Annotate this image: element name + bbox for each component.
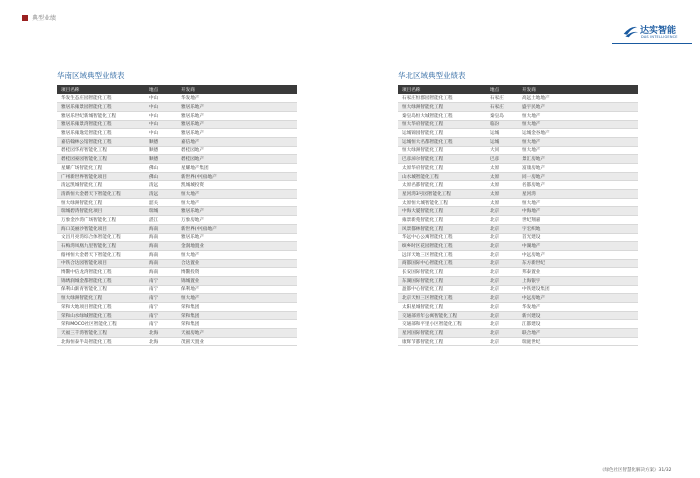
table-row bbox=[57, 337, 297, 346]
table-row bbox=[398, 181, 638, 190]
table-header-row bbox=[57, 85, 297, 94]
column-header-location: 地点 bbox=[145, 85, 177, 94]
location-cell: 太原 bbox=[486, 164, 518, 173]
project-name-cell: 恒大绿洲智能化工程 bbox=[57, 294, 145, 303]
location-cell: 中山 bbox=[145, 94, 177, 103]
column-header-project: 项目名称 bbox=[398, 85, 486, 94]
project-name-cell: 万象金沙湾广场智能化工程 bbox=[57, 216, 145, 225]
north-performance-table bbox=[398, 85, 638, 346]
project-name-cell: 秦皇岛恒大城智能化工程 bbox=[398, 111, 486, 120]
developer-cell: 凯城城投资 bbox=[177, 181, 297, 190]
developer-cell: 恒大地产 bbox=[177, 294, 297, 303]
project-name-cell: 太阳星城智能化工程 bbox=[398, 303, 486, 312]
project-name-cell: 北京天恒三区智能化工程 bbox=[398, 294, 486, 303]
project-name-cell: 雅居乐雍景湾智能化工程 bbox=[57, 120, 145, 129]
developer-cell: 恒大地产 bbox=[518, 198, 638, 207]
logo-swirl-icon bbox=[622, 22, 639, 39]
south-performance-table bbox=[57, 85, 297, 346]
table-row bbox=[57, 181, 297, 190]
location-cell: 海南 bbox=[145, 268, 177, 277]
location-cell: 北京 bbox=[486, 233, 518, 242]
developer-cell: 华发地产 bbox=[518, 303, 638, 312]
developer-cell: 恒大地产 bbox=[518, 120, 638, 129]
project-name-cell: 嘉信翰林公馆智能化工程 bbox=[57, 137, 145, 146]
table-row bbox=[398, 164, 638, 173]
location-cell: 北京 bbox=[486, 216, 518, 225]
location-cell: 北京 bbox=[486, 242, 518, 251]
location-cell: 北海 bbox=[145, 337, 177, 346]
project-name-cell: 锦绣润城金都智能化工程 bbox=[57, 276, 145, 285]
location-cell: 北京 bbox=[486, 268, 518, 277]
developer-cell: 保利地产 bbox=[177, 285, 297, 294]
logo-name-cn: 达实智能 bbox=[640, 26, 677, 36]
location-cell: 中山 bbox=[145, 120, 177, 129]
table-row bbox=[57, 207, 297, 216]
project-name-cell: 康辉节都智能化工程 bbox=[398, 337, 486, 346]
table-row bbox=[57, 268, 297, 277]
developer-cell: 宇宏织地 bbox=[518, 224, 638, 233]
developer-cell: 雅居乐地产 bbox=[177, 129, 297, 138]
developer-cell: 东方新世纪 bbox=[518, 259, 638, 268]
table-row bbox=[57, 259, 297, 268]
project-name-cell: 交通部和平里小区智能化工程 bbox=[398, 320, 486, 329]
table-row bbox=[398, 190, 638, 199]
project-name-cell: 盈都中心智能化工程 bbox=[398, 285, 486, 294]
header-rule bbox=[612, 43, 692, 44]
location-cell: 北海 bbox=[145, 329, 177, 338]
project-name-cell: 中海大厦智能化工程 bbox=[398, 207, 486, 216]
location-cell: 海南 bbox=[145, 250, 177, 259]
location-cell: 海南 bbox=[145, 224, 177, 233]
project-name-cell: 文昌月亮湾综合体智能化工程 bbox=[57, 233, 145, 242]
developer-cell: 合达置业 bbox=[177, 259, 297, 268]
project-name-cell: 山水城智能化工程 bbox=[398, 172, 486, 181]
location-cell: 佛山 bbox=[145, 172, 177, 181]
location-cell: 太原 bbox=[486, 190, 518, 199]
developer-cell: 中远房地产 bbox=[518, 250, 638, 259]
location-cell: 北京 bbox=[486, 337, 518, 346]
location-cell: 大同 bbox=[486, 146, 518, 155]
table-row bbox=[398, 120, 638, 129]
table-row bbox=[57, 329, 297, 338]
location-cell: 顺德 bbox=[145, 155, 177, 164]
project-name-cell: 儋州恒大金碧天下智能化工程 bbox=[57, 250, 145, 259]
developer-cell: 盛宇民地产 bbox=[518, 103, 638, 112]
table-row bbox=[398, 303, 638, 312]
table-row bbox=[57, 224, 297, 233]
developer-cell: 新兴建设 bbox=[518, 311, 638, 320]
developer-cell: 中湖地产 bbox=[518, 242, 638, 251]
page-footer: 《绿色社区智慧化解决方案》31/32 bbox=[600, 468, 672, 473]
project-name-cell: 广州新世界智能化项目 bbox=[57, 172, 145, 181]
project-name-cell: 星耀广场智能化工程 bbox=[57, 164, 145, 173]
project-name-cell: 商都国际中心智能化工程 bbox=[398, 259, 486, 268]
developer-cell: 华发地产 bbox=[177, 94, 297, 103]
project-name-cell: 恒大华府智能化工程 bbox=[398, 120, 486, 129]
location-cell: 南宁 bbox=[145, 320, 177, 329]
section-label: 典型业绩 bbox=[32, 15, 57, 22]
location-cell: 北京 bbox=[486, 329, 518, 338]
location-cell: 北京 bbox=[486, 311, 518, 320]
table-row bbox=[57, 172, 297, 181]
developer-cell: 天福房地产 bbox=[177, 329, 297, 338]
developer-cell: 博鳌投资 bbox=[177, 268, 297, 277]
table-row bbox=[398, 224, 638, 233]
column-header-developer: 开发商 bbox=[518, 85, 638, 94]
table-row bbox=[398, 285, 638, 294]
location-cell: 海南 bbox=[145, 242, 177, 251]
developer-cell: 恒大地产 bbox=[518, 137, 638, 146]
project-name-cell: 交通部青年公寓智能化工程 bbox=[398, 311, 486, 320]
location-cell: 北京 bbox=[486, 250, 518, 259]
developer-cell: 新世界(中国)地产 bbox=[177, 224, 297, 233]
south-region-section bbox=[57, 70, 297, 346]
location-cell: 韶关 bbox=[145, 198, 177, 207]
table-row bbox=[398, 329, 638, 338]
developer-cell: 恒大地产 bbox=[177, 190, 297, 199]
location-cell: 石家庄 bbox=[486, 94, 518, 103]
location-cell: 太原 bbox=[486, 181, 518, 190]
developer-cell: 星耀地产集团 bbox=[177, 164, 297, 173]
project-name-cell: 太原华府智能化工程 bbox=[398, 164, 486, 173]
table-row bbox=[57, 233, 297, 242]
project-name-cell: 风景都林智能化工程 bbox=[398, 224, 486, 233]
developer-cell: 金润地置业 bbox=[177, 242, 297, 251]
developer-cell: 名都房地产 bbox=[518, 181, 638, 190]
location-cell: 北京 bbox=[486, 224, 518, 233]
developer-cell: 雅居乐地产 bbox=[177, 111, 297, 120]
project-name-cell: 华发生态庄园智能化工程 bbox=[57, 94, 145, 103]
project-name-cell: 雅居乐雍逸廷智能化工程 bbox=[57, 129, 145, 138]
table-row bbox=[398, 233, 638, 242]
location-cell: 顺德 bbox=[145, 137, 177, 146]
table-row bbox=[57, 129, 297, 138]
location-cell: 运城 bbox=[486, 129, 518, 138]
north-region-section bbox=[398, 70, 638, 346]
table-header-row bbox=[398, 85, 638, 94]
location-cell: 南宁 bbox=[145, 285, 177, 294]
table-row bbox=[398, 146, 638, 155]
table-row bbox=[57, 120, 297, 129]
table-row bbox=[398, 216, 638, 225]
location-cell: 北京 bbox=[486, 207, 518, 216]
location-cell: 南宁 bbox=[145, 294, 177, 303]
table-row bbox=[57, 303, 297, 312]
location-cell: 秦皇岛 bbox=[486, 111, 518, 120]
project-name-cell: 石梅湾凤凰九里智能化工程 bbox=[57, 242, 145, 251]
location-cell: 中山 bbox=[145, 103, 177, 112]
location-cell: 石家庄 bbox=[486, 103, 518, 112]
developer-cell: 中海地产 bbox=[518, 207, 638, 216]
table-row bbox=[57, 111, 297, 120]
location-cell: 北京 bbox=[486, 276, 518, 285]
table-row bbox=[398, 207, 638, 216]
project-name-cell: 清新恒大金碧天下智能化工程 bbox=[57, 190, 145, 199]
developer-cell: 茂圆天置业 bbox=[177, 337, 297, 346]
project-name-cell: 荣和山水绿城智能化工程 bbox=[57, 311, 145, 320]
project-name-cell: 碧桂园豪园智能化工程 bbox=[57, 155, 145, 164]
developer-cell: 锦城置业 bbox=[177, 276, 297, 285]
column-header-developer: 开发商 bbox=[177, 85, 297, 94]
project-name-cell: 雅居乐雍景园智能化工程 bbox=[57, 103, 145, 112]
table-row bbox=[57, 250, 297, 259]
project-name-cell: 长安国际智能化工程 bbox=[398, 268, 486, 277]
location-cell: 瑞城 bbox=[145, 207, 177, 216]
south-table-title: 华南区域典型业绩表 bbox=[57, 71, 125, 80]
developer-cell: 高远土地地产 bbox=[518, 94, 638, 103]
project-name-cell: 博鳌中信龙湾智能化工程 bbox=[57, 268, 145, 277]
project-name-cell: 保利山渐青智能化工程 bbox=[57, 285, 145, 294]
developer-cell: 联合地产 bbox=[518, 329, 638, 338]
table-row bbox=[57, 242, 297, 251]
developer-cell: 首光建设 bbox=[518, 233, 638, 242]
developer-cell: 江都建设 bbox=[518, 320, 638, 329]
project-name-cell: 恒大绿洲智能化工程 bbox=[57, 198, 145, 207]
developer-cell: 恒大地产 bbox=[518, 111, 638, 120]
project-name-cell: 巴彦淖尔智能化工程 bbox=[398, 155, 486, 164]
table-row bbox=[57, 94, 297, 103]
table-row bbox=[57, 294, 297, 303]
project-name-cell: 清远凯城智能化工程 bbox=[57, 181, 145, 190]
developer-cell: 雅居乐地产 bbox=[177, 233, 297, 242]
table-row bbox=[398, 311, 638, 320]
location-cell: 中山 bbox=[145, 129, 177, 138]
developer-cell: 上海银宇 bbox=[518, 276, 638, 285]
project-name-cell: 海口美丽沙智能化项目 bbox=[57, 224, 145, 233]
project-name-cell: 运城锦园智能化工程 bbox=[398, 129, 486, 138]
project-name-cell: 太原名都智能化工程 bbox=[398, 181, 486, 190]
project-name-cell: 恒大绿洲智能化工程 bbox=[398, 146, 486, 155]
location-cell: 中山 bbox=[145, 111, 177, 120]
project-name-cell: 瑞城碧湾智能化项目 bbox=[57, 207, 145, 216]
developer-cell: 恒大地产 bbox=[518, 146, 638, 155]
table-row bbox=[398, 129, 638, 138]
project-name-cell: 星河湾3号园智能化工程 bbox=[398, 190, 486, 199]
developer-cell: 荣和集团 bbox=[177, 303, 297, 312]
project-name-cell: 石家庄恒郡园智能化工程 bbox=[398, 94, 486, 103]
location-cell: 巴彦 bbox=[486, 155, 518, 164]
table-row bbox=[57, 190, 297, 199]
project-name-cell: 荣和MOCO社区智能化工程 bbox=[57, 320, 145, 329]
developer-cell: 世纪翔嘉 bbox=[518, 216, 638, 225]
project-name-cell: 荣和大地项目智能化工程 bbox=[57, 303, 145, 312]
table-row bbox=[398, 111, 638, 120]
project-name-cell: 运城恒大名都智能化工程 bbox=[398, 137, 486, 146]
project-name-cell: 雅居乐世纪新城智能化工程 bbox=[57, 111, 145, 120]
column-header-location: 地点 bbox=[486, 85, 518, 94]
location-cell: 顺德 bbox=[145, 146, 177, 155]
project-name-cell: 雍景新苑智能化工程 bbox=[398, 216, 486, 225]
developer-cell: 万象房地产 bbox=[177, 216, 297, 225]
project-name-cell: 恒大绿洲智能化工程 bbox=[398, 103, 486, 112]
location-cell: 北京 bbox=[486, 294, 518, 303]
location-cell: 运城 bbox=[486, 137, 518, 146]
project-name-cell: 星河国际智能化工程 bbox=[398, 329, 486, 338]
table-row bbox=[398, 172, 638, 181]
developer-cell: 雅居乐地产 bbox=[177, 120, 297, 129]
table-row bbox=[57, 146, 297, 155]
developer-cell: 雅居乐地产 bbox=[177, 207, 297, 216]
logo-name-en: DAS INTELLIGENCE bbox=[641, 35, 678, 39]
location-cell: 南宁 bbox=[145, 276, 177, 285]
developer-cell: 中远房地产 bbox=[518, 294, 638, 303]
column-header-project: 项目名称 bbox=[57, 85, 145, 94]
developer-cell: 星河湾 bbox=[518, 190, 638, 199]
table-row bbox=[398, 137, 638, 146]
table-row bbox=[398, 268, 638, 277]
developer-cell: 中铁建设集团 bbox=[518, 285, 638, 294]
location-cell: 南宁 bbox=[145, 311, 177, 320]
developer-cell: 恒大地产 bbox=[177, 250, 297, 259]
table-row bbox=[57, 320, 297, 329]
project-name-cell: 缤乡时区花园智能化工程 bbox=[398, 242, 486, 251]
project-name-cell: 华远中心公寓智能化工程 bbox=[398, 233, 486, 242]
project-name-cell: 中铁合达园智能化项目 bbox=[57, 259, 145, 268]
location-cell: 南宁 bbox=[145, 303, 177, 312]
project-name-cell: 远洋天地三区智能化工程 bbox=[398, 250, 486, 259]
table-row bbox=[398, 155, 638, 164]
table-row bbox=[398, 250, 638, 259]
developer-cell: 新世界(中国)地产 bbox=[177, 172, 297, 181]
developer-cell: 景汇房地产 bbox=[518, 155, 638, 164]
developer-cell: 雅居乐地产 bbox=[177, 103, 297, 112]
location-cell: 海南 bbox=[145, 259, 177, 268]
developer-cell: 荣和集团 bbox=[177, 320, 297, 329]
company-logo bbox=[622, 22, 690, 42]
location-cell: 海南 bbox=[145, 233, 177, 242]
location-cell: 清远 bbox=[145, 190, 177, 199]
table-row bbox=[398, 94, 638, 103]
project-name-cell: 东湖国际智能化工程 bbox=[398, 276, 486, 285]
developer-cell: 荣和集团 bbox=[177, 311, 297, 320]
location-cell: 湛江 bbox=[145, 216, 177, 225]
table-row bbox=[398, 276, 638, 285]
developer-cell: 富康房地产 bbox=[518, 164, 638, 173]
table-row bbox=[398, 242, 638, 251]
table-row bbox=[57, 155, 297, 164]
developer-cell: 邦泰置业 bbox=[518, 268, 638, 277]
location-cell: 临汾 bbox=[486, 120, 518, 129]
developer-cell: 瑞庭世纪 bbox=[518, 337, 638, 346]
location-cell: 北京 bbox=[486, 285, 518, 294]
table-row bbox=[57, 198, 297, 207]
location-cell: 清远 bbox=[145, 181, 177, 190]
table-row bbox=[57, 216, 297, 225]
project-name-cell: 天福三千湾智能化工程 bbox=[57, 329, 145, 338]
location-cell: 北京 bbox=[486, 303, 518, 312]
project-name-cell: 碧桂园华府智能化工程 bbox=[57, 146, 145, 155]
table-row bbox=[398, 103, 638, 112]
table-row bbox=[57, 137, 297, 146]
developer-cell: 嘉信地产 bbox=[177, 137, 297, 146]
developer-cell: 运城金谷地产 bbox=[518, 129, 638, 138]
location-cell: 北京 bbox=[486, 259, 518, 268]
table-row bbox=[57, 164, 297, 173]
table-row bbox=[398, 259, 638, 268]
developer-cell: 同一房地产 bbox=[518, 172, 638, 181]
table-row bbox=[57, 311, 297, 320]
developer-cell: 碧桂园地产 bbox=[177, 155, 297, 164]
location-cell: 佛山 bbox=[145, 164, 177, 173]
developer-cell: 碧桂园地产 bbox=[177, 146, 297, 155]
table-row bbox=[57, 103, 297, 112]
developer-cell: 恒大地产 bbox=[177, 198, 297, 207]
location-cell: 北京 bbox=[486, 320, 518, 329]
table-row bbox=[398, 294, 638, 303]
project-name-cell: 太原恒大城智能化工程 bbox=[398, 198, 486, 207]
location-cell: 太原 bbox=[486, 172, 518, 181]
project-name-cell: 北海恒泰半岛智能化工程 bbox=[57, 337, 145, 346]
table-row bbox=[398, 337, 638, 346]
table-row bbox=[57, 285, 297, 294]
table-row bbox=[398, 320, 638, 329]
table-row bbox=[398, 198, 638, 207]
north-table-title: 华北区域典型业绩表 bbox=[398, 71, 466, 80]
header-mark bbox=[22, 15, 28, 21]
location-cell: 太原 bbox=[486, 198, 518, 207]
table-row bbox=[57, 276, 297, 285]
